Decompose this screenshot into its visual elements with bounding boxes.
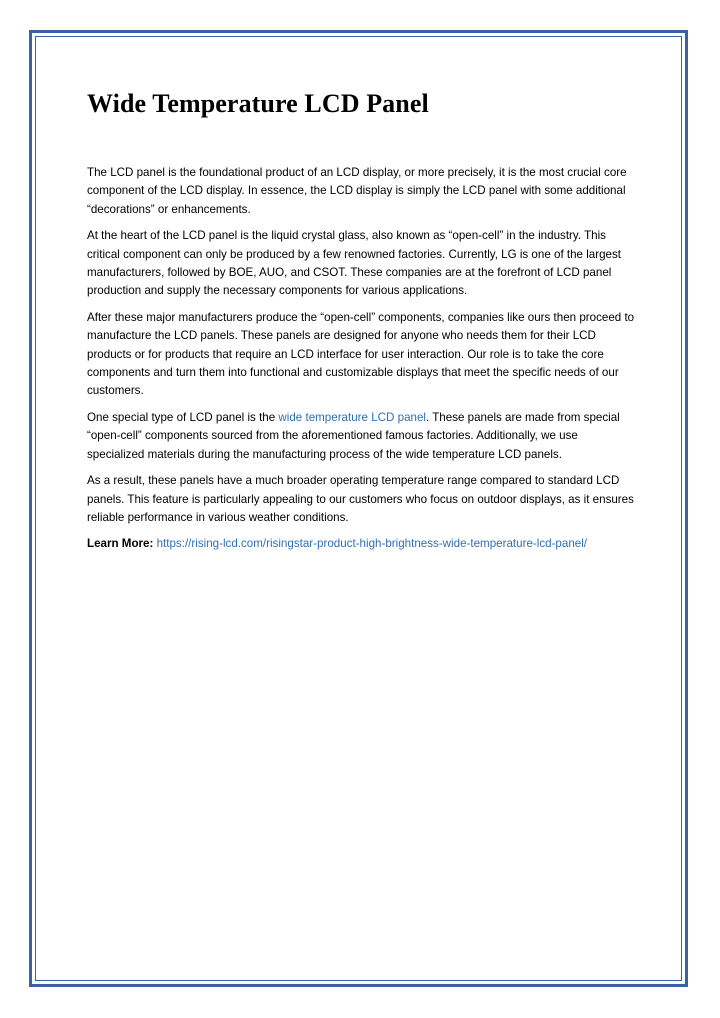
wide-temperature-lcd-panel-link[interactable]: wide temperature LCD panel bbox=[278, 410, 426, 424]
paragraph-4-rest: . These panels are made from special “open-cell” components sourced from the aforementioned famous factories. Additionally, we use specialized materials during the manufacturing process of the wide temperature LCD panels. bbox=[87, 410, 620, 461]
learn-more-link[interactable]: https://rising-lcd.com/risingstar-product-high-brightness-wide-temperature-lcd-panel/ bbox=[156, 537, 588, 551]
paragraph-2: At the heart of the LCD panel is the liquid crystal glass, also known as “open-cell” in the industry. This critical component can only be produced by a few renowned factories. Currently, LG is one of the largest manufacturers, followed by BOE, AUO, and CSOT. These companies are at the forefront of LCD panel production and supply the necessary components for various applications. bbox=[87, 229, 622, 298]
paragraph-3: After these major manufacturers produce the “open-cell” components, companies like ours then proceed to manufacture the LCD panels. These panels are designed for anyone who needs them for their LCD products or for products that require an LCD interface for user interaction. Our role is to take the core components and turn them into functional and customizable displays that meet the specific needs of our customers. bbox=[87, 310, 635, 398]
paragraph-5: As a result, these panels have a much broader operating temperature range compared to standard LCD panels. This feature is particularly appealing to our customers who focus on outdoor displays, as it ensures reliable performance in various weather conditions. bbox=[87, 474, 634, 524]
learn-more-line bbox=[87, 535, 635, 553]
learn-more-label: Learn More: bbox=[87, 537, 154, 551]
document-title: Wide Temperature LCD Panel bbox=[87, 89, 429, 118]
document-content bbox=[87, 84, 635, 562]
paragraph-4-intro: One special type of LCD panel is the bbox=[87, 410, 279, 424]
paragraph-1: The LCD panel is the foundational product of an LCD display, or more precisely, it is the most crucial core component of the LCD display. In essence, the LCD display is simply the LCD panel with some additional “decorations” or enhancements. bbox=[87, 166, 627, 216]
paragraph-4 bbox=[87, 409, 635, 464]
document-body bbox=[87, 164, 635, 554]
